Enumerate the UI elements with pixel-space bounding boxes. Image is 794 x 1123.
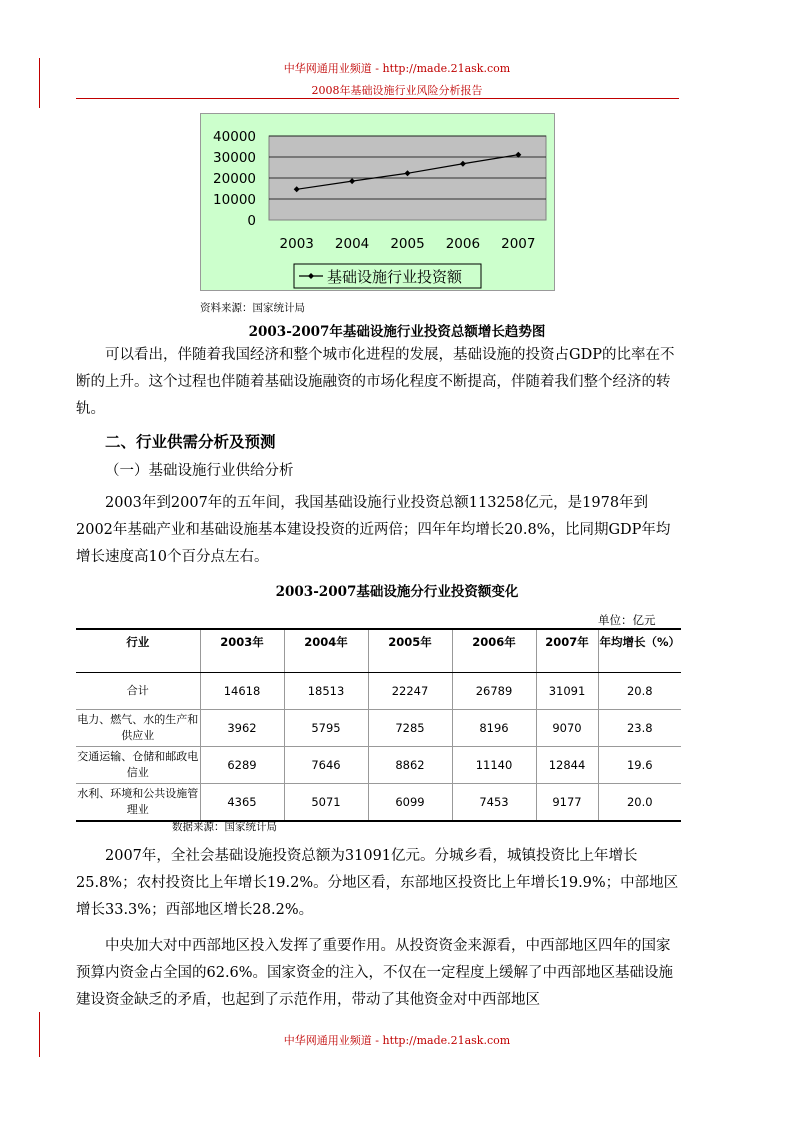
y-tick-label: 30000 bbox=[213, 150, 256, 166]
investment-table bbox=[76, 628, 681, 822]
table-cell: 8862 bbox=[368, 747, 452, 784]
table-cell: 14618 bbox=[200, 673, 284, 710]
table-header-cell: 2003年 bbox=[200, 629, 284, 673]
chart-source-note: 资料来源：国家统计局 bbox=[200, 302, 305, 314]
table-cell: 19.6 bbox=[598, 747, 681, 784]
paragraph-1: 可以看出，伴随着我国经济和整个城市化进程的发展，基础设施的投资占GDP的比率在不断的上升。这个过程也伴随着基础设施融资的市场化程度不断提高，伴随着我们整个经济的转轨。 bbox=[76, 347, 675, 417]
table-cell: 电力、燃气、水的生产和供应业 bbox=[76, 710, 200, 747]
header-site: 中华网通用业频道 - http://made.21ask.com bbox=[283, 62, 511, 75]
table-cell: 合计 bbox=[76, 673, 200, 710]
table-cell: 5795 bbox=[284, 710, 368, 747]
table-cell: 7453 bbox=[452, 784, 536, 822]
table-row bbox=[76, 673, 681, 710]
table-row bbox=[76, 710, 681, 747]
paragraph-3: 2007年，全社会基础设施投资总额为31091亿元。分城乡看，城镇投资比上年增长25.8%；农村投资比上年增长19.2%。分地区看，东部地区投资比上年增长19.9%；中部地区增长33.3%；西部地区增长28.2%。 bbox=[76, 848, 679, 918]
subsection-heading: （一）基础设施行业供给分析 bbox=[105, 463, 294, 479]
x-tick-label: 2003 bbox=[279, 236, 314, 252]
table-title: 2003-2007基础设施分行业投资额变化 bbox=[275, 584, 519, 600]
table-cell: 20.8 bbox=[598, 673, 681, 710]
y-tick-label: 10000 bbox=[213, 192, 256, 208]
line-chart bbox=[200, 113, 555, 291]
table-header-cell: 2006年 bbox=[452, 629, 536, 673]
footer-site: 中华网通用业频道 - http://made.21ask.com bbox=[283, 1034, 511, 1047]
table-header-cell: 行业 bbox=[76, 629, 200, 673]
header-rule bbox=[76, 98, 679, 99]
table-cell: 4365 bbox=[200, 784, 284, 822]
table-source-note: 数据来源：国家统计局 bbox=[172, 821, 277, 833]
table-header-cell: 2005年 bbox=[368, 629, 452, 673]
table-header-cell: 2007年 bbox=[536, 629, 598, 673]
section-heading: 二、行业供需分析及预测 bbox=[105, 432, 276, 451]
table-header-cell: 年均增长（%） bbox=[598, 629, 681, 673]
table-cell: 11140 bbox=[452, 747, 536, 784]
table-row bbox=[76, 784, 681, 822]
chart-caption: 2003-2007年基础设施行业投资总额增长趋势图 bbox=[248, 324, 546, 340]
x-tick-label: 2007 bbox=[501, 236, 536, 252]
table-cell: 7285 bbox=[368, 710, 452, 747]
x-tick-label: 2005 bbox=[390, 236, 425, 252]
table-cell: 9177 bbox=[536, 784, 598, 822]
table-cell: 3962 bbox=[200, 710, 284, 747]
x-tick-label: 2004 bbox=[334, 236, 370, 252]
y-tick-label: 40000 bbox=[213, 129, 256, 145]
table-cell: 8196 bbox=[452, 710, 536, 747]
table-cell: 5071 bbox=[284, 784, 368, 822]
y-tick-label: 20000 bbox=[213, 171, 256, 187]
table-header-row bbox=[76, 629, 681, 673]
table-cell: 6289 bbox=[200, 747, 284, 784]
table-cell: 26789 bbox=[452, 673, 536, 710]
table-cell: 20.0 bbox=[598, 784, 681, 822]
paragraph-4: 中央加大对中西部地区投入发挥了重要作用。从投资资金来源看，中西部地区四年的国家预算内资金占全国的62.6%。国家资金的注入，不仅在一定程度上缓解了中西部地区基础设施建设资金缺乏的矛盾，也起到了示范作用，带动了其他资金对中西部地区 bbox=[76, 938, 674, 1008]
table-cell: 水利、环境和公共设施管理业 bbox=[76, 784, 200, 822]
table-cell: 18513 bbox=[284, 673, 368, 710]
chart-svg bbox=[201, 114, 556, 292]
table-cell: 9070 bbox=[536, 710, 598, 747]
table-cell: 12844 bbox=[536, 747, 598, 784]
legend-label: 基础设施行业投资额 bbox=[327, 268, 463, 286]
table-cell: 31091 bbox=[536, 673, 598, 710]
y-tick-label: 0 bbox=[247, 213, 256, 229]
table-cell: 6099 bbox=[368, 784, 452, 822]
table-header-cell: 2004年 bbox=[284, 629, 368, 673]
table-row bbox=[76, 747, 681, 784]
x-tick-label: 2006 bbox=[445, 236, 481, 252]
table-unit: 单位：亿元 bbox=[598, 613, 656, 627]
paragraph-2: 2003年到2007年的五年间，我国基础设施行业投资总额113258亿元，是1978年到2002年基础产业和基础设施基本建设投资的近两倍；四年年均增长20.8%，比同期GDP年均增长速度高10个百分点左右。 bbox=[76, 495, 671, 565]
header-report-title: 2008年基础设施行业风险分析报告 bbox=[311, 84, 483, 97]
table-cell: 22247 bbox=[368, 673, 452, 710]
table-cell: 交通运输、仓储和邮政电信业 bbox=[76, 747, 200, 784]
table-cell: 23.8 bbox=[598, 710, 681, 747]
table-cell: 7646 bbox=[284, 747, 368, 784]
